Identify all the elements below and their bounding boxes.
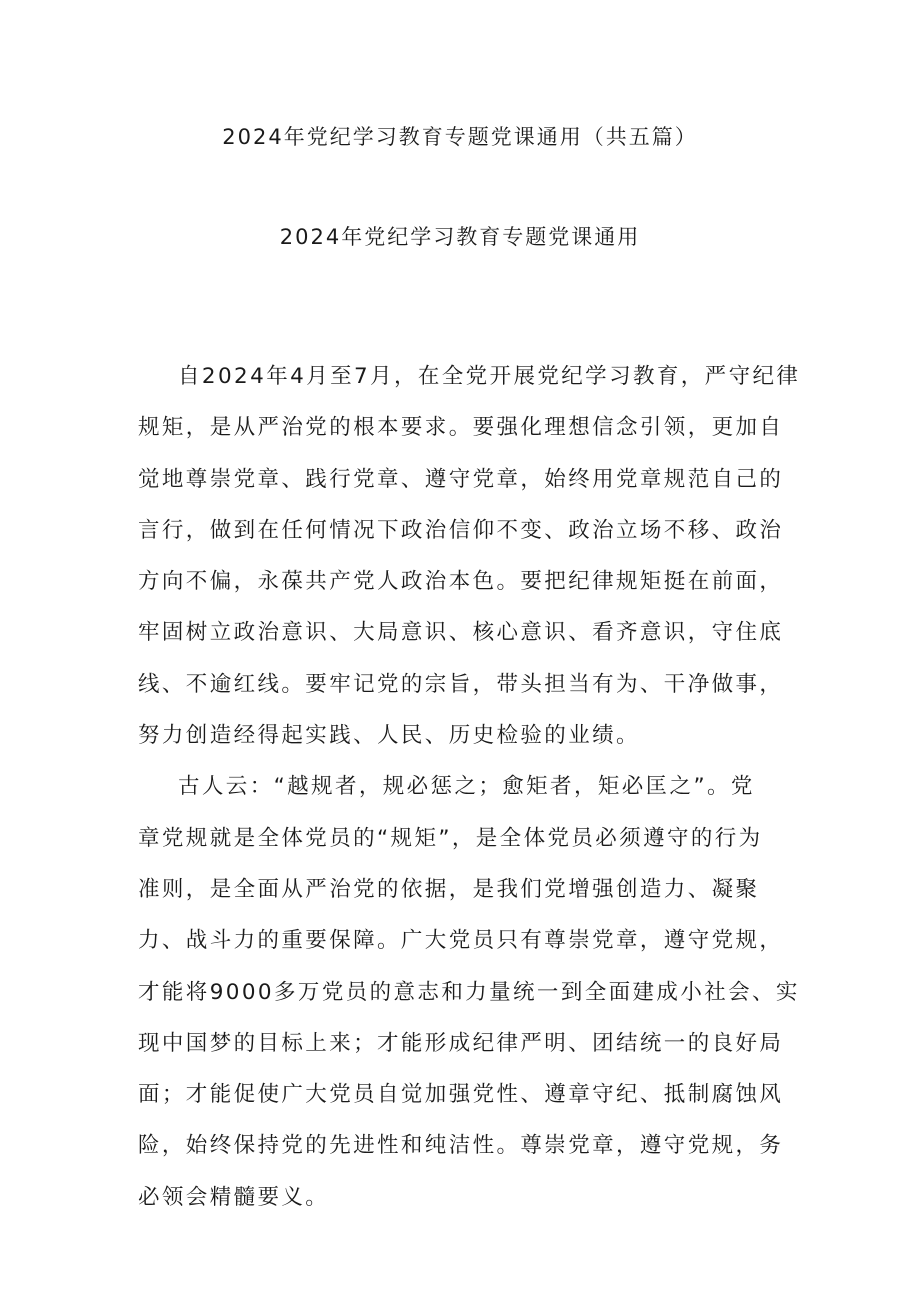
document-body — [138, 357, 801, 1229]
paragraph-2-line: 力、战斗力的重要保障。广大党员只有尊崇党章，遵守党规， — [138, 928, 784, 954]
paragraph-2-line: 必领会精髓要义。 — [138, 1184, 330, 1210]
paragraph-2-line: 准则，是全面从严治党的依据，是我们党增强创造力、凝聚 — [138, 876, 760, 902]
paragraph-1-line: 方向不偏，永葆共产党人政治本色。要把纪律规矩挺在前面， — [138, 569, 784, 595]
document-title: 2024年党纪学习教育专题党课通用（共五篇） — [222, 125, 698, 149]
paragraph-1-line: 自2024年4月至7月，在全党开展党纪学习教育，严守纪律 — [178, 364, 801, 389]
paragraph-2-line: 才能将9000多万党员的意志和力量统一到全面建成小社会、实 — [138, 979, 800, 1005]
paragraph-1-line: 努力创造经得起实践、人民、历史检验的业绩。 — [138, 723, 640, 749]
paragraph-2-line: 章党规就是全体党员的“规矩”，是全体党员必须遵守的行为 — [138, 825, 763, 851]
paragraph-2-line: 现中国梦的目标上来；才能形成纪律严明、团结统一的良好局 — [138, 1030, 784, 1056]
paragraph-1-line: 觉地尊崇党章、践行党章、遵守党章，始终用党章规范自己的 — [138, 466, 784, 492]
section-title: 2024年党纪学习教育专题党课通用 — [279, 225, 641, 249]
paragraph-1-line: 线、不逾红线。要牢记党的宗旨，带头担当有为、干净做事， — [138, 671, 784, 697]
paragraph-2-line: 险，始终保持党的先进性和纯洁性。尊崇党章，遵守党规，务 — [138, 1133, 784, 1159]
paragraph-1-line: 规矩，是从严治党的根本要求。要强化理想信念引领，更加自 — [138, 415, 784, 441]
paragraph-1-line: 言行，做到在任何情况下政治信仰不变、政治立场不移、政治 — [138, 517, 784, 543]
paragraph-2-line: 面；才能促使广大党员自觉加强党性、遵章守纪、抵制腐蚀风 — [138, 1082, 784, 1108]
paragraph-1-line: 牢固树立政治意识、大局意识、核心意识、看齐意识，守住底 — [138, 620, 784, 646]
paragraph-2-line: 古人云：“越规者，规必惩之；愈矩者，矩必匡之”。党 — [178, 774, 755, 800]
